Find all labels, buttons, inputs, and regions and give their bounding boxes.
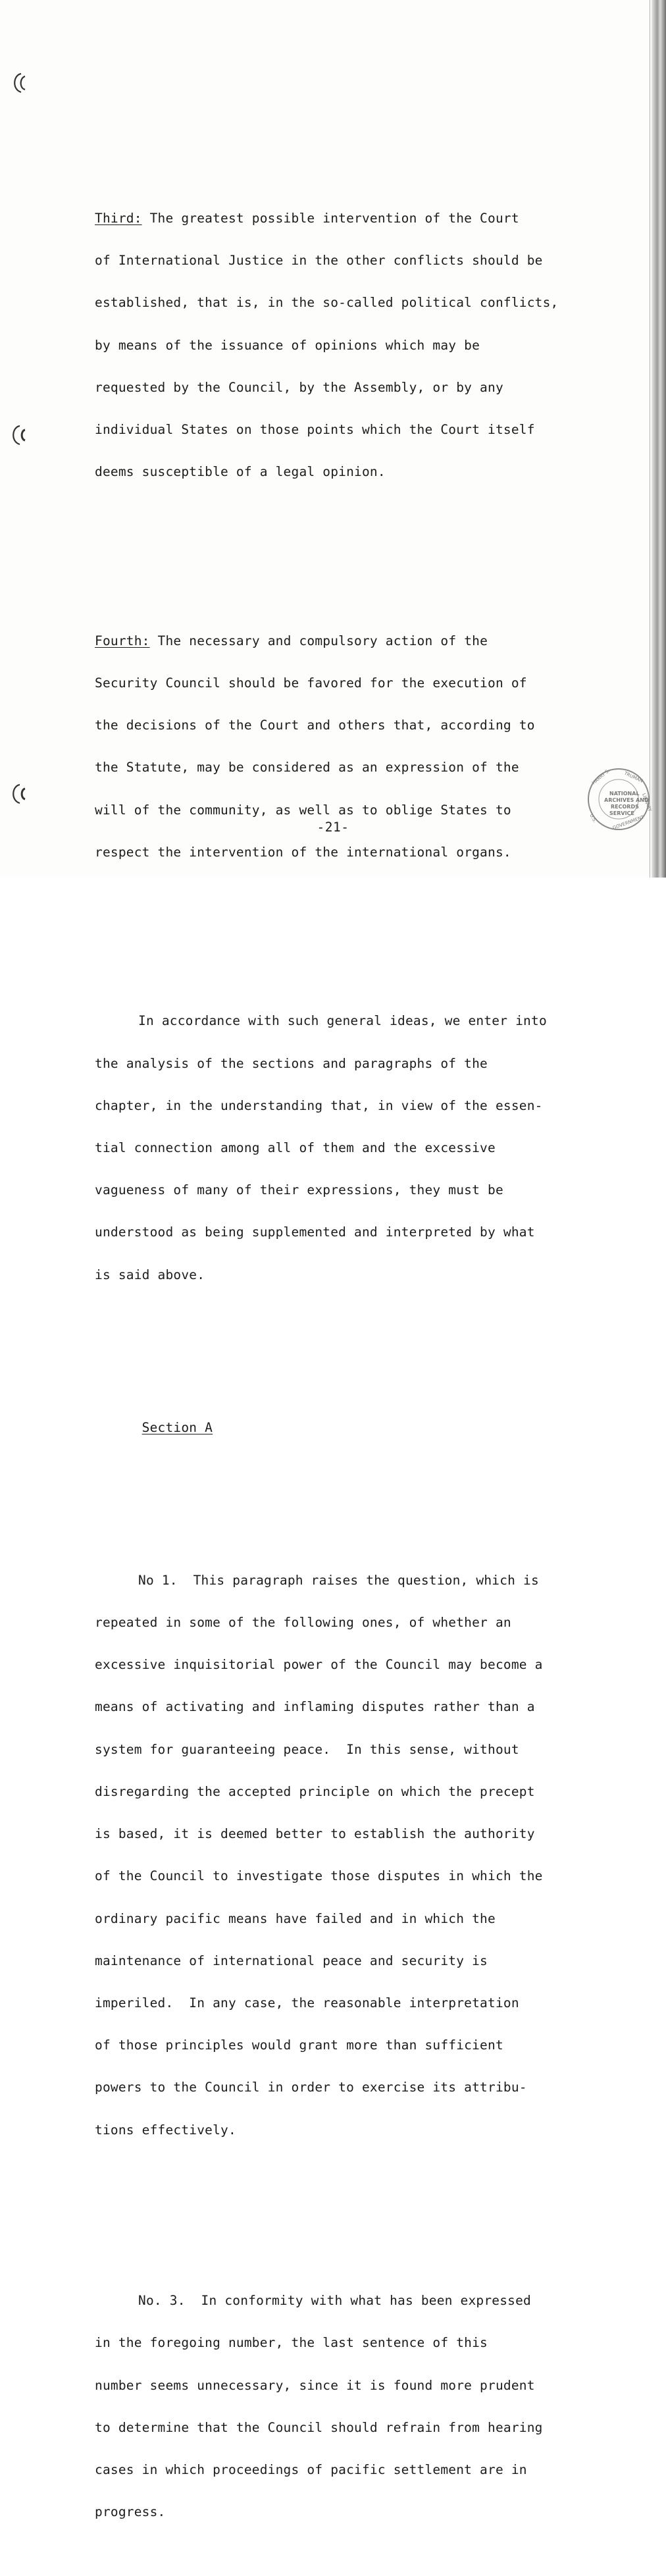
svg-text:LIBRARY: LIBRARY [641, 792, 653, 812]
page-number: -21- [317, 820, 349, 835]
paragraph-accordance: In accordance with such general ideas, we enter into the analysis of the sections and paragraphs of the chapter, in the understanding that, in view of the essen- tial connection among all of them and the excessive vagueness of many of their expressions, they must be understood as being supplemented and interpreted by what is said above. [95, 1013, 547, 1282]
section-heading: Section A [141, 1419, 213, 1435]
svg-text:ARCHIVES AND: ARCHIVES AND [604, 797, 649, 803]
paragraph-label: Fourth: [95, 633, 150, 648]
svg-text:HARRY S.: HARRY S. [591, 768, 611, 786]
punch-hole-icon [8, 71, 28, 95]
document-body [95, 141, 595, 2575]
svg-text:GOVERNMENT: GOVERNMENT [611, 814, 645, 831]
punch-hole-icon [8, 423, 28, 447]
svg-text:SERVICE: SERVICE [609, 810, 634, 816]
archive-stamp-icon [584, 765, 653, 833]
punch-hole-icon [8, 782, 28, 806]
binding-edge [652, 0, 666, 878]
svg-text:NATIONAL: NATIONAL [609, 791, 640, 797]
svg-text:TRUMAN: TRUMAN [623, 770, 644, 784]
svg-text:RECORDS: RECORDS [611, 804, 639, 810]
paragraph-label: Third: [95, 211, 142, 226]
svg-text:U.S.: U.S. [588, 813, 598, 824]
paragraph-no3: No. 3. In conformity with what has been expressed in the foregoing number, the last sentence of this number seems unnecessary, since it is found more prudent to determine that the Council should refrain from hearing cases in which proceedings of pacific settlement are in progress. [95, 2293, 543, 2520]
paragraph-third: Third: The greatest possible intervention of the Court of International Justice in the other conflicts should be established, that is, in the so-called political conflicts, by means of the issuance of opinions which may be requested by the Council, by the Assembly, or by any individual States on those points which the Court itself deems susceptible of a legal opinion. [95, 211, 559, 480]
paragraph-fourth: Fourth: The necessary and compulsory action of the Security Council should be favored for the execution of the decisions of the Court and others that, according to the Statute, may be considered as an expression of the will of the community, as well as to oblige States to respect the intervention of the international organs. [95, 633, 535, 860]
paragraph-no1: No 1. This paragraph raises the question, which is repeated in some of the following ones, of whether an excessive inquisitorial power of the Council may become a means of activating and inflaming disputes rather than a system for guaranteeing peace. In this sense, without disregarding the accepted principle on which the precept is based, it is deemed better to establish the authority of the Council to investigate those disputes in which the ordinary pacific means have failed and in which the maintenance of international peace and security is imperiled. In any case, the reasonable interpretation of those principles would grant more than sufficient powers to the Council in order to exercise its attribu- tions effectively. [95, 1572, 543, 2138]
